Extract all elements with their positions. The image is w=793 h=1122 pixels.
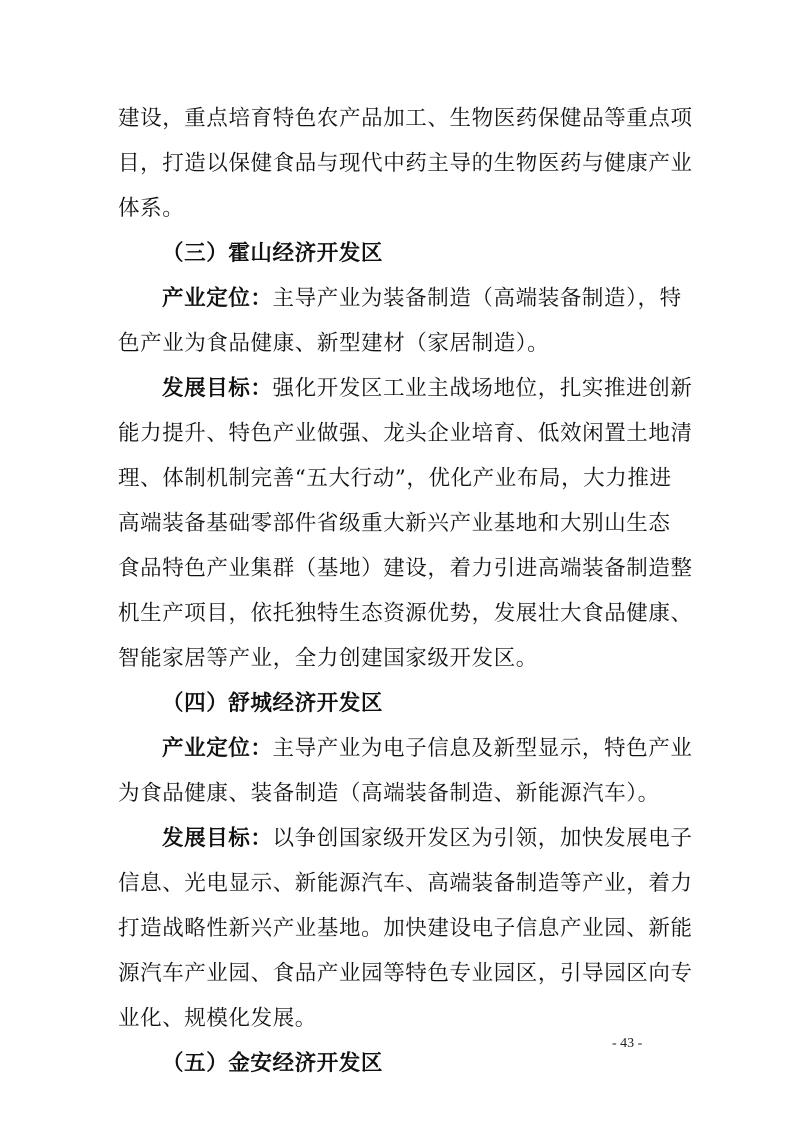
section-heading: （五）金安经济开发区 <box>162 1051 384 1076</box>
body-line: 理、体制机制完善“五大行动”，优化产业布局，大力推进 <box>118 466 672 491</box>
body-line: 源汽车产业园、食品产业园等特色专业园区，引导园区向专 <box>118 961 693 986</box>
paragraph-text: 主导产业为装备制造（高端装备制造），特 <box>272 286 682 311</box>
body-line: 目，打造以保健食品与现代中药主导的生物医药与健康产业 <box>118 151 693 176</box>
body-line: 信息、光电显示、新能源汽车、高端装备制造等产业，着力 <box>118 871 693 896</box>
paragraph-text: 以争创国家级开发区为引领，加快发展电子 <box>272 826 693 851</box>
section-heading: （三）霍山经济开发区 <box>162 241 384 266</box>
body-line: 智能家居等产业，全力创建国家级开发区。 <box>118 646 538 671</box>
body-line: 打造战略性新兴产业基地。加快建设电子信息产业园、新能 <box>118 916 693 941</box>
paragraph-first-line <box>162 284 722 314</box>
section-heading: （四）舒城经济开发区 <box>162 691 384 716</box>
body-line: 建设，重点培育特色农产品加工、生物医药保健品等重点项 <box>118 106 693 131</box>
body-line: 业化、规模化发展。 <box>118 1006 317 1031</box>
body-line: 食品特色产业集群（基地）建设，着力引进高端装备制造整 <box>118 556 693 581</box>
body-line: 体系。 <box>118 196 185 221</box>
body-line: 能力提升、特色产业做强、龙头企业培育、低效闲置土地清 <box>118 421 693 446</box>
paragraph-text: 强化开发区工业主战场地位，扎实推进创新 <box>272 376 693 401</box>
body-line: 色产业为食品健康、新型建材（家居制造）。 <box>118 331 550 356</box>
page-number: - 43 - <box>612 1036 643 1051</box>
body-line: 为食品健康、装备制造（高端装备制造、新能源汽车）。 <box>118 781 660 806</box>
paragraph-text: 主导产业为电子信息及新型显示，特色产业 <box>272 736 693 761</box>
body-line: 高端装备基础零部件省级重大新兴产业基地和大别山生态 <box>118 511 671 536</box>
paragraph-first-line <box>162 734 722 764</box>
paragraph-first-line <box>162 374 722 404</box>
paragraph-label: 产业定位： <box>162 286 273 311</box>
paragraph-label: 发展目标： <box>162 826 273 851</box>
paragraph-label: 发展目标： <box>162 376 273 401</box>
paragraph-first-line <box>162 824 722 854</box>
body-line: 机生产项目，依托独特生态资源优势，发展壮大食品健康、 <box>118 601 693 626</box>
paragraph-label: 产业定位： <box>162 736 273 761</box>
